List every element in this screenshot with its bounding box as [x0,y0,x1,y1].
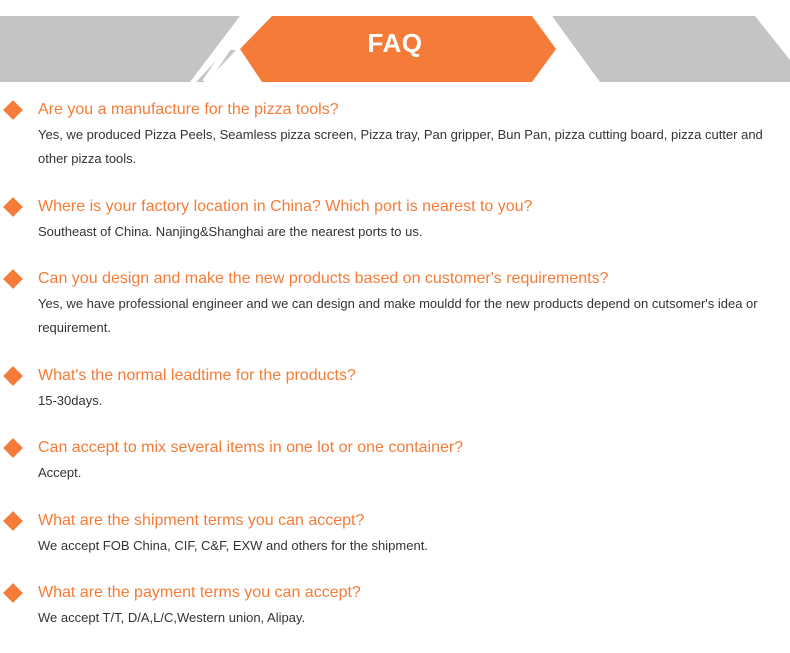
faq-banner [0,0,790,90]
faq-answer: Accept. [38,465,82,480]
faq-answer: We accept T/T, D/A,L/C,Western union, Alipay. [38,610,306,625]
faq-question: What's the normal leadtime for the products? [38,367,356,384]
faq-question: Can accept to mix several items in one lot or one container? [38,439,464,456]
faq-question: Can you design and make the new products based on customer's requirements? [38,270,609,287]
faq-answer: Yes, we have professional engineer and we can design and make mouldd for the new products depend on cutsomer's idea or requirement. [38,296,758,335]
faq-answer: 15-30days. [38,393,103,408]
left-gray-band [0,16,240,82]
faq-answer: Southeast of China. Nanjing&Shanghai are the nearest ports to us. [38,224,423,239]
diamond-bullet-icon [3,366,23,386]
diamond-bullet-icon [3,511,23,531]
diamond-bullet-icon [3,100,23,120]
right-gray-band [552,16,790,82]
faq-answer: We accept FOB China, CIF, C&F, EXW and others for the shipment. [38,538,428,553]
diamond-bullet-icon [3,438,23,458]
faq-question: Where is your factory location in China? Which port is nearest to you? [38,198,533,215]
diamond-bullet-icon [3,197,23,217]
faq-answer: Yes, we produced Pizza Peels, Seamless pizza screen, Pizza tray, Pan gripper, Bun Pan, pizza cutting board, pizza cutter and other pizza tools. [38,127,763,166]
faq-question: Are you a manufacture for the pizza tools? [38,101,339,118]
faq-question: What are the shipment terms you can accept? [38,512,365,529]
page-title: FAQ [367,28,423,58]
faq-question: What are the payment terms you can accept? [38,584,361,601]
diamond-bullet-icon [3,583,23,603]
diamond-bullet-icon [3,269,23,289]
